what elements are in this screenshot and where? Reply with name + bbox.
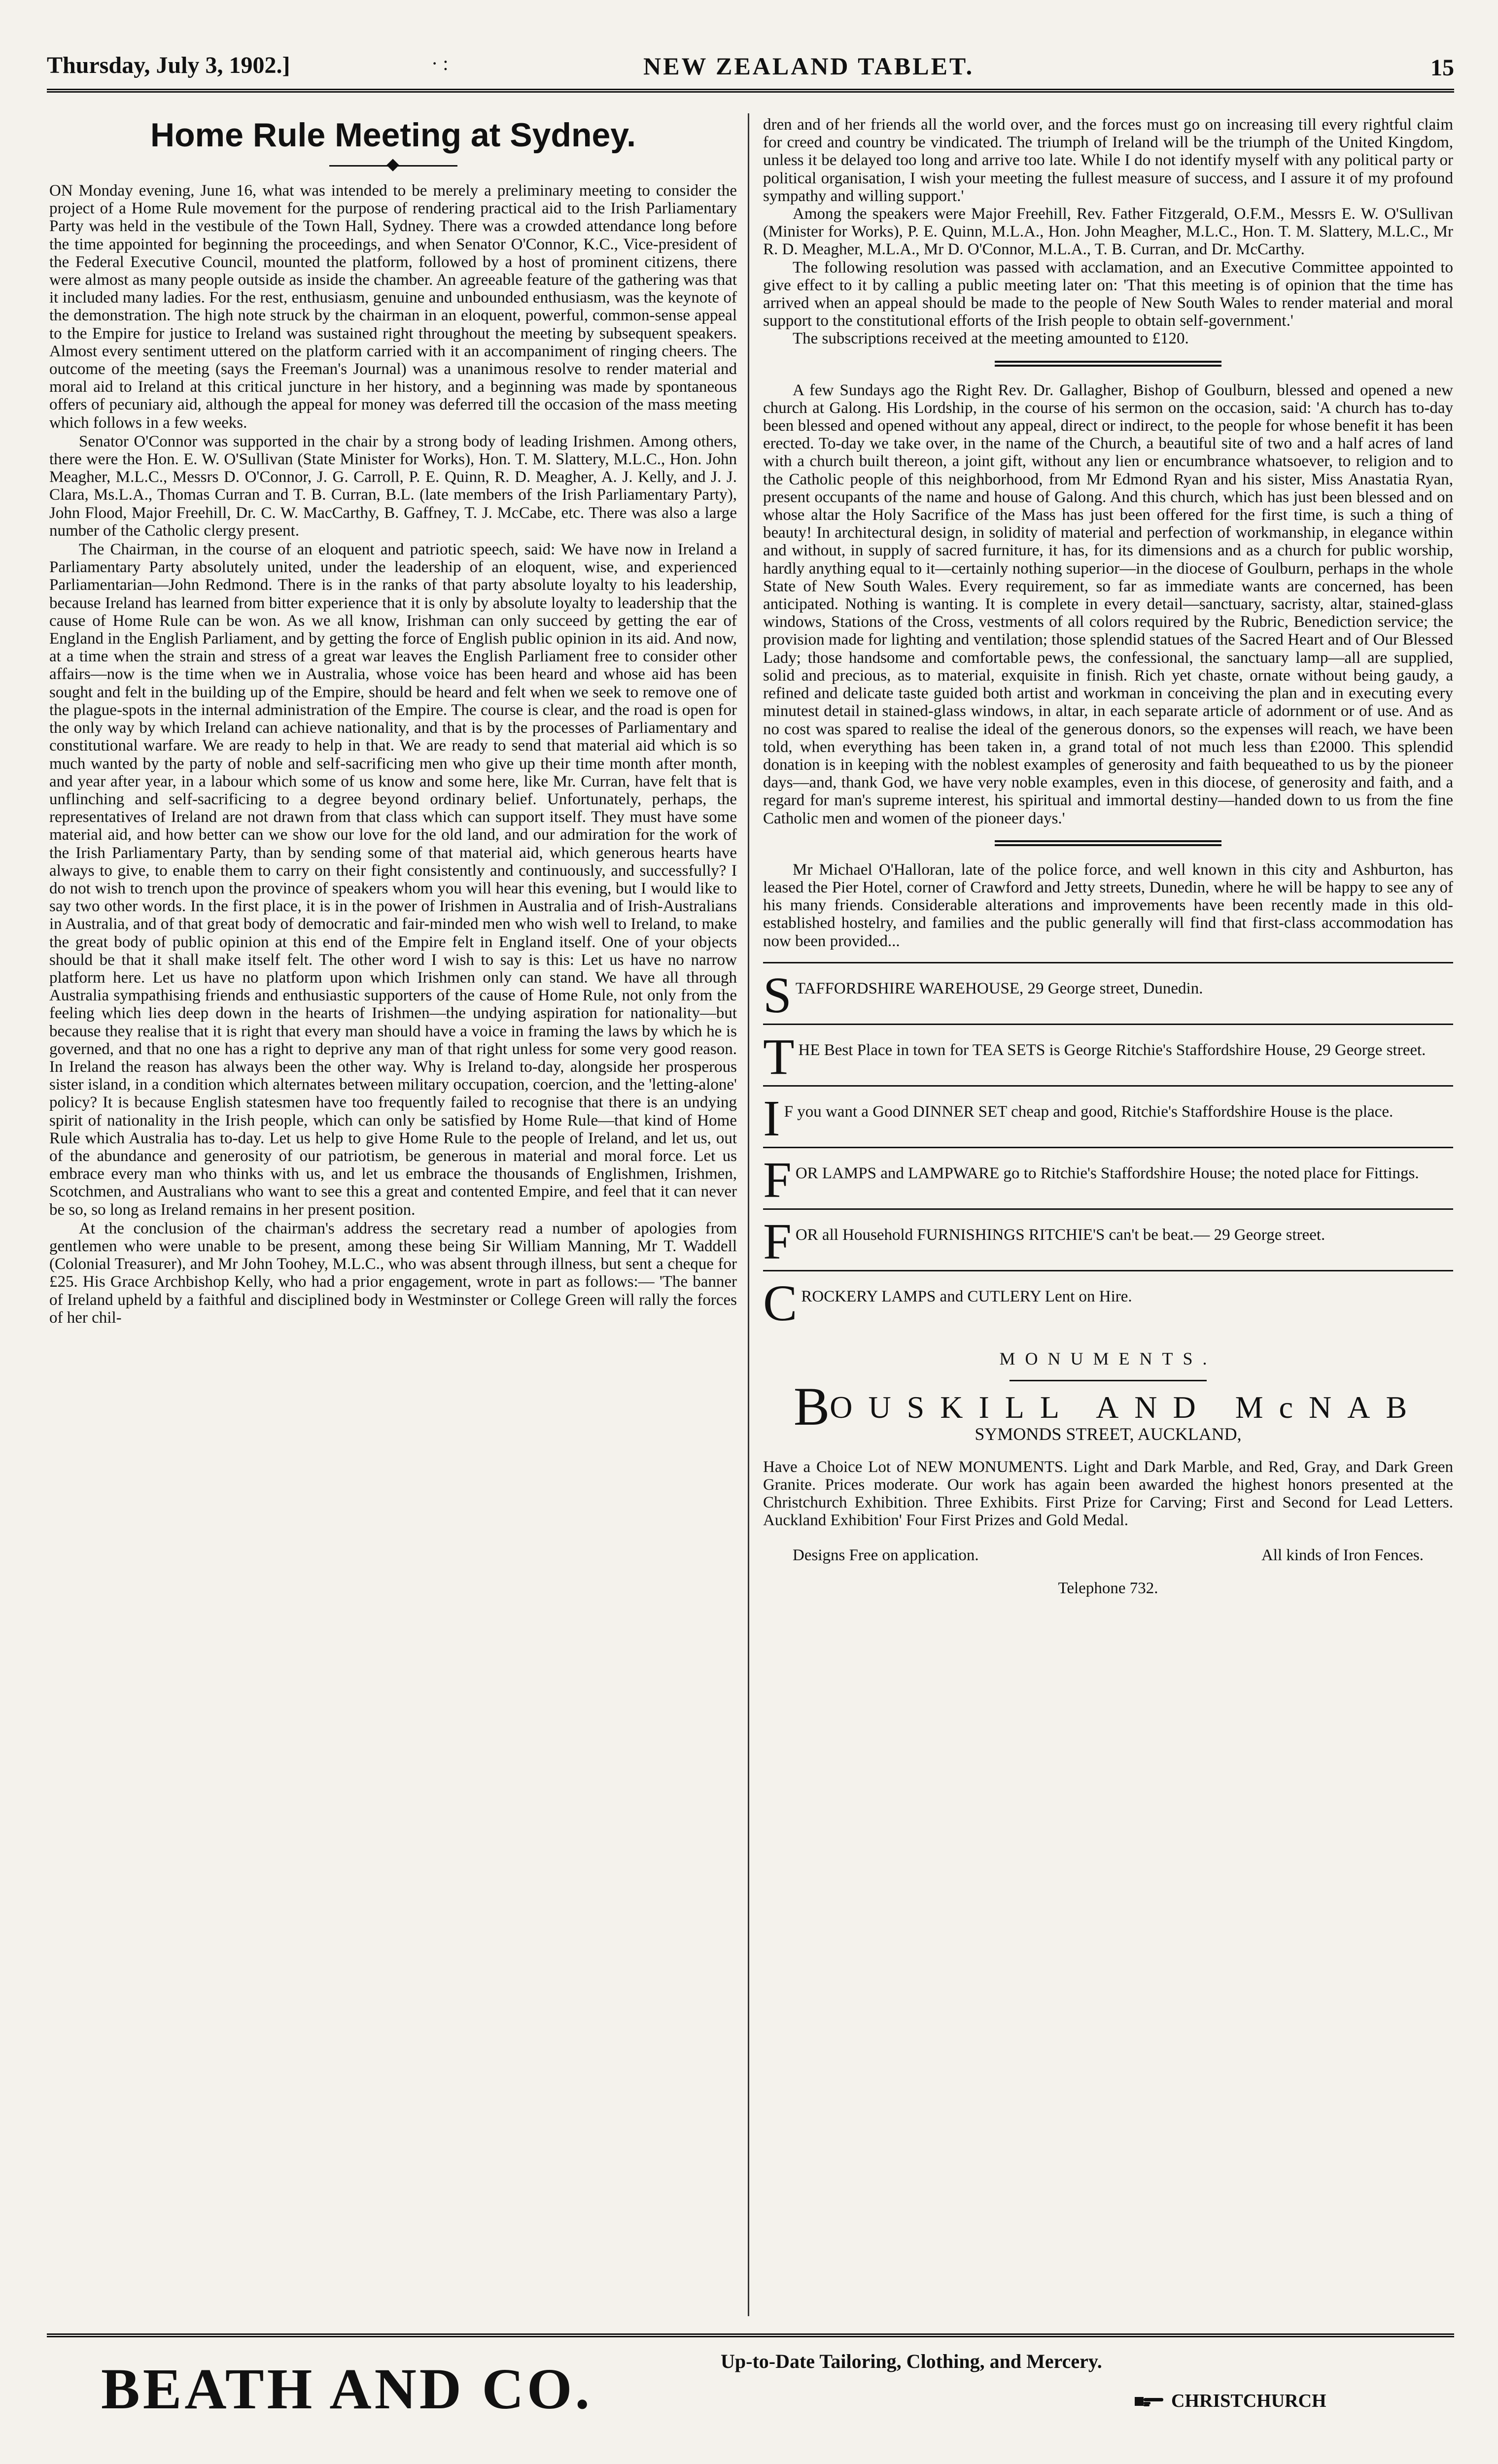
ad-initial: S — [763, 966, 792, 1024]
article-continuation: The subscriptions received at the meeting amounted to £120. — [793, 330, 1189, 348]
advertiser-name: BEATH AND CO. — [101, 2357, 592, 2421]
ad-text: OR LAMPS and LAMPWARE go to Ritchie's Staffordshire House; the noted place for Fittings. — [795, 1164, 1419, 1182]
right-column — [763, 116, 1453, 2319]
article-continuation: The following resolution was passed with acclamation, and an Executive Committee appointed to give effect to it by calling a public meeting later on: 'That this meeting is of opinion that the time has arrived when an appeal should be made to the people of New South Wales to render material and moral support to the constitutional efforts of the Irish people to obtain self-government.' — [763, 258, 1453, 330]
monuments-rule — [1010, 1380, 1207, 1381]
firm-street: SYMONDS STREET, AUCKLAND, — [975, 1424, 1242, 1444]
pier-hotel-notice: Mr Michael O'Halloran, late of the police force, and well known in this city and Ashburton, has leased the Pier Hotel, corner of Crawford and Jetty streets, Dunedin, where he will be happy to see any of his many friends. Considerable alterations and improvements have been recently made in this old-established hostelry, and families and the public generally will find that first-class accommodation has now been provided... — [763, 860, 1453, 950]
ad-initial: F — [763, 1151, 792, 1208]
pointing-hand-icon — [1134, 2393, 1164, 2409]
footer-rule — [47, 2333, 1454, 2337]
article-paragraph: ON Monday evening, June 16, what was intended to be merely a preliminary meeting to consider the project of a Home Rule movement for the purpose of rendering practical aid to the Irish Parliamentary Party was held in the vestibule of the Town Hall, Sydney. There was a crowded attendance long before the time appointed for beginning the proceedings, and when Senator O'Connor, K.C., Vice-president of the Federal Executive Council, mounted the platform, followed by a host of prominent citizens, there were almost as many people outside as inside the chamber. An agreeable feature of the gathering was that it included many ladies. For the rest, enthusiasm, genuine and unbounded enthusiasm, was the keynote of the demonstration. The high note struck by the chairman in an eloquent, powerful, common-sense appeal to the Empire for justice to Ireland was sustained right throughout the meeting by subsequent speakers. Almost every sentiment uttered on the platform carried with it an accompaniment of ringing cheers. The outcome of the meeting (says the Freeman's Journal) was a unanimous resolve to render material and moral aid to Ireland at this critical juncture in her history, and a beginning was made by spontaneous offers of pecuniary aid, although the appeal for money was deferred till the occasion of the mass meeting which follows in a few weeks. — [49, 182, 737, 432]
article-paragraph: At the conclusion of the chairman's address the secretary read a number of apologies from gentlemen who were unable to be present, among these being Sir William Manning, Mr T. Waddell (Colonial Treasurer), and Mr John Toohey, M.L.C., who was absent through illness, but sent a cheque for £25. His Grace Archbishop Kelly, who had a prior engagement, wrote in part as follows:— 'The banner of Ireland upheld by a faithful and disciplined body in Westminster or College Green will rally the forces of her chil- — [49, 1219, 737, 1327]
firm-initial: B — [793, 1376, 830, 1437]
page-header — [47, 52, 1454, 86]
ad-initial: F — [763, 1213, 792, 1270]
ad-text: F you want a Good DINNER SET cheap and good, Ritchie's Staffordshire House is the place. — [784, 1102, 1393, 1121]
monuments-heading: MONUMENTS. — [999, 1348, 1217, 1369]
designs-note: Designs Free on application. — [793, 1546, 979, 1564]
monuments-body: Have a Choice Lot of NEW MONUMENTS. Light and Dark Marble, and Red, Gray, and Dark Green Granite. Prices moderate. Our work has again been awarded the highest honors presented at the Christchurch Exhibition. Three Exhibits. First Prize for Carving; First and Second for Lead Letters. Auckland Exhibition' Four First Prizes and Gold Medal. — [763, 1458, 1453, 1530]
ad-text: ROCKERY LAMPS and CUTLERY Lent on Hire. — [801, 1287, 1132, 1305]
article-paragraph: The Chairman, in the course of an eloquent and patriotic speech, said: We have now in Ireland a Parliamentary Party absolutely united, under the leadership of an eloquent, wise, and experienced Parliamentarian—John Redmond. There is in the ranks of that party absolute loyalty to his leadership, because Ireland has learned from bitter experience that it is only by absolute loyalty to leadership that the cause of Home Rule can be won. As we all know, Irishman can only succeed by getting the ear of England in the English Parliament, and by getting the force of English public opinion in its aid. And now, at a time when the strain and stress of a great war leaves the English Parliament free to consider other affairs—now is the time when we in Australia, whose voice has been heard and whose aid has been sought and felt in the building up of the Empire, should be heard and felt when we seek to remove one of the plague-spots in the internal administration of the Empire. The course is clear, and the road is open for the only way by which Ireland can achieve nationality, and that is by the processes of Parliamentary and constitutional warfare. We are ready to help in that. We are ready to send that material aid which is so much wanted by the party of noble and self-sacrificing men who give up their time month after month, and year after year, in a labour which some of us know and some here, like Mr. Curran, have felt that is unflinching and self-sacrificing to a degree beyond ordinary belief. Unfortunately, perhaps, the representatives of Ireland are not drawn from that class which can support itself. They must have some material aid, and how better can we show our love for the old land, and our admiration for the work of the Irish Parliamentary Party, than by sending some of that material aid, which generous hearts have always to give, to enable them to carry on their fight consistently and continuously, and successfully? I do not wish to trench upon the province of speakers whom you will hear this evening, but I would like to say two other words. In the first place, it is in the power of Irishmen in Australia and of Irish-Australians in Australia, and of that great body of democratic and fair-minded men who wish well to Ireland, to make the great body of public opinion at this end of the Empire felt in England itself. One of your objects should be that it shall make itself felt. The other word I wish to say is this: Let us have no narrow platform here. Let us have no platform upon which Irishmen only can stand. We have all through Australia sympathising friends and enthusiastic supporters of the cause of Home Rule, not only from the feeling which lies deep down in the hearts of Irishmen—the undying aspiration for nationality—but because they realise that it is right that every man should have a voice in framing the laws by which he is governed, and that no one has a right to deprive any man of that right unless for some very good reason. In Ireland the reason has always been the other way. Why is Ireland to-day, alongside her prosperous sister island, in a condition which alternates between military occupation, coercion, and the 'letting-alone' policy? It is because English statesmen have too frequently failed to recognise that there is an undying spirit of nationality in the Irish people, which can only be satisfied by Home Rule—that kind of Home Rule which Australia has to-day. Let us help to give Home Rule to the people of Ireland, and let us, out of the abundance and generosity of our patriotism, be generous in material and moral force. Let us embrace every man who thinks with us, and let us embrace the thousands of Englishmen, Irishmen, Scotchmen, and Australians who want to see this a great and contented Empire, and feel that it can never be so, so long as Ireland remains in her present position. — [49, 541, 737, 1219]
section-separator — [995, 361, 1221, 367]
column-divider — [748, 113, 749, 2316]
article-continuation: dren and of her friends all the world over, and the forces must go on increasing till every rightful claim for creed and country be vindicated. The triumph of Ireland will be the triumph of the United Kingdom, unless it be delayed too long and arrive too late. While I do not identify myself with any political party or political organisation, I wish your meeting the fullest measure of success, and I assure it of my profound sympathy and willing support.' — [763, 116, 1453, 205]
page-number: 15 — [1430, 55, 1454, 81]
ad-initial: C — [763, 1274, 798, 1332]
ad-furnishings — [763, 1208, 1453, 1270]
ad-staffordshire — [763, 962, 1453, 1024]
galong-article: A few Sundays ago the Right Rev. Dr. Gallagher, Bishop of Goulburn, blessed and opened a new church at Galong. His Lordship, in the course of his sermon on the occasion, said: 'A church has to-day been blessed and opened without any appeal, direct or indirect, to the people for whose benefit it has been erected. To-day we take over, in the name of the Church, a beautiful site of two and a half acres of land with a church built thereon, a joint gift, without any lien or encumbrance whatsoever, to religion and to the Catholic people of this neighborhood, from Mr Edmond Ryan and his sister, Miss Anastatia Ryan, present occupants of the name and house of Galong. And this church, which has just been blessed and on whose altar the Holy Sacrifice of the Mass has just been offered for the first time, is such a thing of beauty! In architectural design, in solidity of material and perfection of workmanship, in elegance within and without, in supply of sacred furniture, it has, for its dimensions and as a church for public worship, hardly anything equal to it—certainly nothing superior—in the diocese of Goulburn, perhaps in the whole State of New South Wales. Every requirement, so far as immediate wants are concerned, has been anticipated. Nothing is wanting. It is complete in every detail—sanctuary, sacristy, altar, stained-glass windows, Stations of the Cross, vestments of all colors required by the Rubric, Benediction service; the provision made for lighting and ventilation; those splendid statues of the Sacred Heart and of Our Blessed Lady; those handsome and comfortable pews, the confessional, the sanctuary lamp—all are supplied, solid and precious, as to material, exquisite in finish. Rich yet chaste, ornate without being gaudy, a refined and delicate taste guided both artist and workman in conceiving the plan and in executing every minutest detail in stained-glass windows, in altar, in each separate article of adornment or of use. And as no cost was spared to realise the ideal of the generous donors, so the expenses will reach, we have been told, when everything has been taken in, a grand total of not much less than £2000. This splendid donation is in keeping with the noblest examples of generosity and faith bequeathed to us by the pioneer days—and, thank God, we have very noble examples, even in this diocese, of generosity and faith, and a regard for man's supreme interest, his spiritual and immortal destiny—handed down to us from the fine Catholic men and women of the pioneer days.' — [763, 381, 1453, 827]
left-column — [49, 116, 737, 2316]
article-title: Home Rule Meeting at Sydney. — [150, 116, 636, 154]
ad-initial: T — [763, 1028, 795, 1085]
header-marks: · : — [431, 52, 449, 74]
title-ornament — [329, 158, 457, 173]
ad-lamps — [763, 1147, 1453, 1208]
telephone: Telephone 732. — [1058, 1579, 1158, 1597]
ad-tea-sets — [763, 1024, 1453, 1085]
advertiser-city: CHRISTCHURCH — [1171, 2391, 1326, 2411]
article-continuation: Among the speakers were Major Freehill, Rev. Father Fitzgerald, O.F.M., Messrs E. W. O'Sullivan (Minister for Works), P. E. Quinn, M.L.A., Hon. John Meagher, M.L.C., Hon. T. M. Slattery, M.L.C., Mr R. D. Meagher, M.L.A., Mr D. O'Connor, M.L.A., T. B. Curran, and Dr. McCarthy. — [763, 205, 1453, 259]
ad-text: HE Best Place in town for TEA SETS is George Ritchie's Staffordshire House, 29 George street. — [798, 1041, 1426, 1059]
ad-crockery — [763, 1270, 1453, 1332]
fences-note: All kinds of Iron Fences. — [1261, 1546, 1424, 1564]
newspaper-title: NEW ZEALAND TABLET. — [643, 52, 975, 80]
advertiser-tagline: Up-to-Date Tailoring, Clothing, and Mercery. — [721, 2350, 1102, 2372]
section-separator — [995, 840, 1221, 846]
monuments-footer-row — [763, 1546, 1453, 1565]
ad-text: OR all Household FURNISHINGS RITCHIE'S can't be beat.— 29 George street. — [795, 1226, 1325, 1244]
header-date: Thursday, July 3, 1902.] — [47, 52, 290, 78]
ad-text: TAFFORDSHIRE WAREHOUSE, 29 George street, Dunedin. — [795, 979, 1203, 997]
ad-dinner-set — [763, 1085, 1453, 1147]
firm-name-rest: OUSKILL AND McNAB — [830, 1389, 1423, 1425]
advertiser-city-line — [1134, 2390, 1326, 2412]
article-paragraph: Senator O'Connor was supported in the chair by a strong body of leading Irishmen. Among others, there were the Hon. E. W. O'Sullivan (State Minister for Works), Hon. T. M. Slattery, M.L.C., Hon. John Meagher, M.L.C., Messrs D. O'Connor, J. G. Carroll, P. E. Quinn, R. D. Meagher, A. J. Kelly, and J. J. Clara, Ms.L.A., Thomas Curran and T. B. Curran, B.L. (late members of the Irish Parliamentary Party), John Flood, Major Freehill, Dr. C. W. MacCarthy, B. Gaffney, T. J. McCabe, etc. There was also a large number of the Catholic clergy present. — [49, 432, 737, 540]
ad-initial: I — [763, 1090, 780, 1147]
header-rule — [47, 89, 1454, 93]
